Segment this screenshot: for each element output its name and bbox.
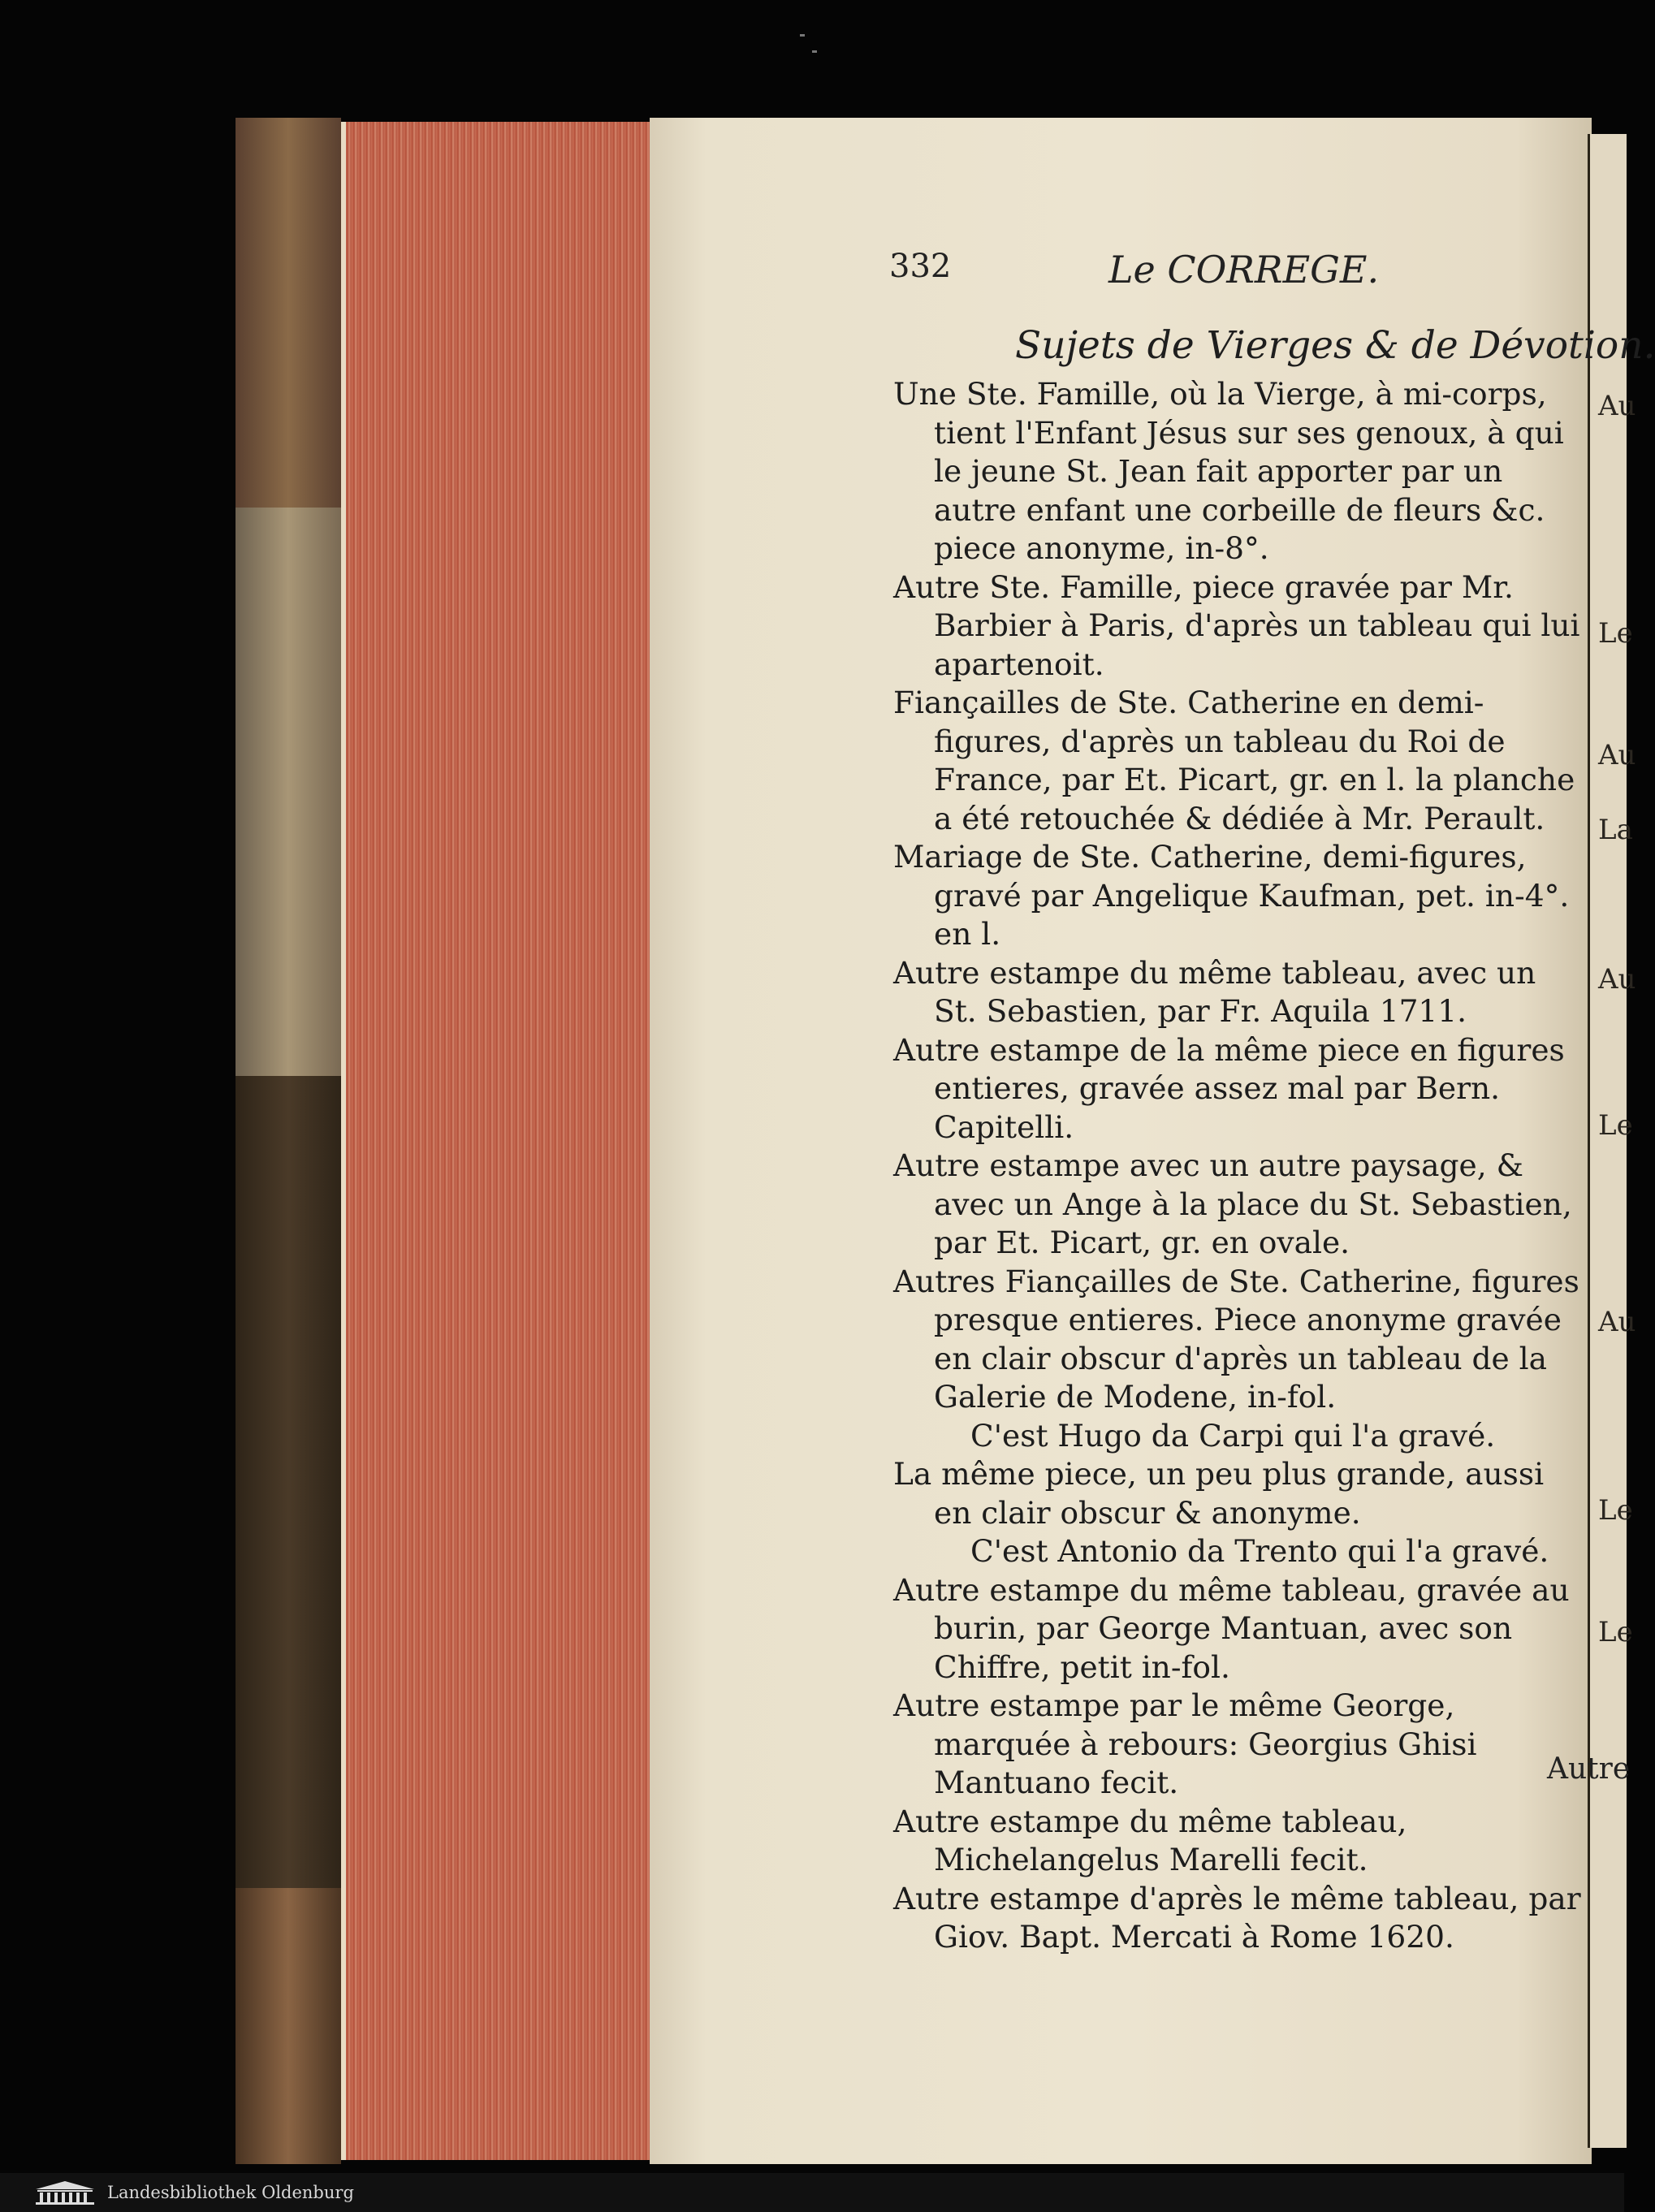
catalogue-entry: [893, 1571, 1588, 1687]
catalogue-entry: [893, 1031, 1588, 1147]
entry-text: Autre estampe avec un autre paysage, & avec un Ange à la place du St. Sebastien, par Et. Picart, gr. en ovale.: [893, 1147, 1572, 1260]
catchword: Autre: [1547, 1752, 1631, 1786]
entry-note: C'est Hugo da Carpi qui l'a gravé.: [970, 1417, 1496, 1454]
catalogue-entry: [893, 1687, 1588, 1803]
library-footer: [0, 2173, 1624, 2212]
library-name: Landesbibliothek Oldenburg: [107, 2183, 354, 2202]
catalogue-entry: [893, 1263, 1588, 1417]
catalogue-entry: [893, 838, 1588, 954]
red-page-edges: [341, 122, 655, 2160]
entry-text: Autre Ste. Famille, piece gravée par Mr. Barbier à Paris, d'après un tableau qui lui apartenoit.: [893, 568, 1580, 682]
catalogue-entry: [893, 684, 1588, 838]
catalogue-entry: [893, 1147, 1588, 1263]
page-number: 332: [889, 248, 952, 285]
next-page-letter: Au: [1598, 963, 1636, 996]
spine-worn-band: [236, 1888, 341, 2164]
catalogue-entry: [893, 375, 1588, 568]
entry-text: Autre estampe d'après le même tableau, par Giov. Bapt. Mercati à Rome 1620.: [893, 1880, 1581, 1955]
running-title: Le CORREGE.: [1108, 248, 1380, 292]
catalogue-entries: [893, 375, 1588, 1957]
entry-text: Fiançailles de Ste. Catherine en demi-figures, d'après un tableau du Roi de France, par Et. Picart, gr. en l. la planche a été retouchée & dédiée à Mr. Perault.: [893, 685, 1575, 836]
catalogue-entry: [893, 954, 1588, 1031]
next-page-letter: La: [1598, 814, 1633, 846]
spine-paper-band: [236, 508, 341, 1076]
entry-text: Mariage de Ste. Catherine, demi-figures, gravé par Angelique Kaufman, pet. in-4°. en l.: [893, 839, 1570, 952]
entry-text: Autre estampe du même tableau, Michelangelus Marelli fecit.: [893, 1803, 1407, 1877]
catalogue-entry: [893, 1455, 1588, 1532]
library-building-icon: [32, 2180, 97, 2206]
next-page-letter: Le: [1598, 617, 1633, 650]
catalogue-entry: [893, 1880, 1588, 1957]
entry-text: La même piece, un peu plus grande, aussi en clair obscur & anonyme.: [893, 1456, 1545, 1531]
section-title: Sujets de Vierges & de Dévotion.: [1015, 323, 1655, 368]
entry-text: Autre estampe par le même George, marquée à rebours: Georgius Ghisi Mantuano fecit.: [893, 1687, 1477, 1800]
entry-text: Autre estampe du même tableau, gravée au burin, par George Mantuan, avec son Chiffre, petit in-fol.: [893, 1571, 1570, 1685]
next-page-letter: Au: [1598, 739, 1636, 771]
entry-text: Autres Fiançailles de Ste. Catherine, figures presque entieres. Piece anonyme gravée en clair obscur d'après un tableau de la Galerie de Modene, in-fol.: [893, 1263, 1579, 1415]
catalogue-entry: [893, 1803, 1588, 1880]
scan-speck: [812, 50, 817, 53]
catalogue-entry: [893, 568, 1588, 685]
next-page-letter: Au: [1598, 1306, 1636, 1338]
next-page-letter: Le: [1598, 1616, 1633, 1648]
entry-text: Autre estampe de la même piece en figures entieres, gravée assez mal par Bern. Capitelli.: [893, 1031, 1565, 1145]
entry-text: Autre estampe du même tableau, avec un St. Sebastien, par Fr. Aquila 1711.: [893, 954, 1536, 1029]
next-page-letter: Le: [1598, 1494, 1633, 1527]
spine-leather-band: [236, 118, 341, 508]
running-head: [889, 248, 1490, 296]
next-page-letter: Le: [1598, 1109, 1633, 1142]
next-page-letter: Au: [1598, 390, 1636, 422]
book-spine: [236, 118, 341, 2164]
entry-note: C'est Antonio da Trento qui l'a gravé.: [970, 1533, 1549, 1569]
spine-dark-band: [236, 1076, 341, 1888]
scan-speck: [800, 34, 805, 37]
entry-text: Une Ste. Famille, où la Vierge, à mi-corps, tient l'Enfant Jésus sur ses genoux, à qui le jeune St. Jean fait apporter par un autre enfant une corbeille de fleurs &c. piece anonyme, in-8°.: [893, 376, 1564, 566]
